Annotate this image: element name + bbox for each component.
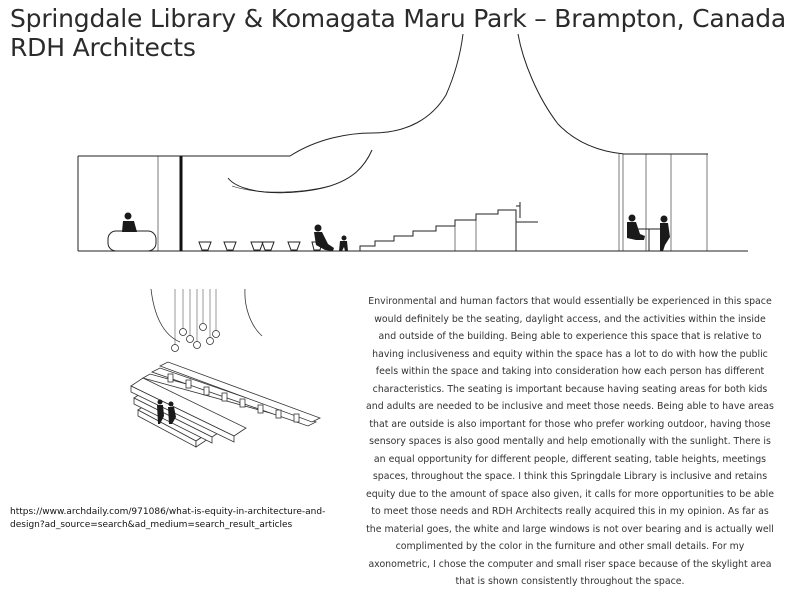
section-drawing bbox=[78, 34, 748, 251]
title-line-2: RDH Architects bbox=[10, 33, 196, 62]
source-link[interactable]: https://www.archdaily.com/971086/what-is-equity-in-architecture-and-design?ad_source=search&ad_medium=search_result_articles bbox=[10, 507, 326, 530]
pendant-lights-sketch bbox=[151, 289, 262, 352]
people-silhouettes bbox=[122, 213, 670, 252]
title-line-1: Springdale Library & Komagata Maru Park – Brampton, Canada bbox=[10, 4, 787, 33]
riser-axonometric bbox=[131, 362, 320, 447]
essay-paragraph: Environmental and human factors that would essentially be experienced in this space would definitely be the seating, daylight access, and the activities within the inside and outside of the building. Being able to experience this space that is relative to having inclusiveness and equity within the space has a lot to do with how the public feels within the space and taking into consideration how each person has different characteristics. The seating is important because having seating areas for both kids and adults are needed to be inclusive and meet those needs. Being able to have areas that are outside is also important for those who prefer working outdoor, having those sensory spaces is also good mentally and help emotionally with the sunlight. There is an equal opportunity for different people, different seating, table heights, meetings spaces, throughout the space. I think this Springdale Library is inclusive and retains equity due to the amount of space also given, it calls for more opportunities to be able to meet those needs and RDH Architects really acquired this in my opinion. As far as the material goes, the white and large windows is not over bearing and is actually well complimented by the color in the furniture and other small details. For my axonometric, I chose the computer and small riser space because of the skylight area that is shown consistently throughout the space. bbox=[365, 296, 775, 587]
